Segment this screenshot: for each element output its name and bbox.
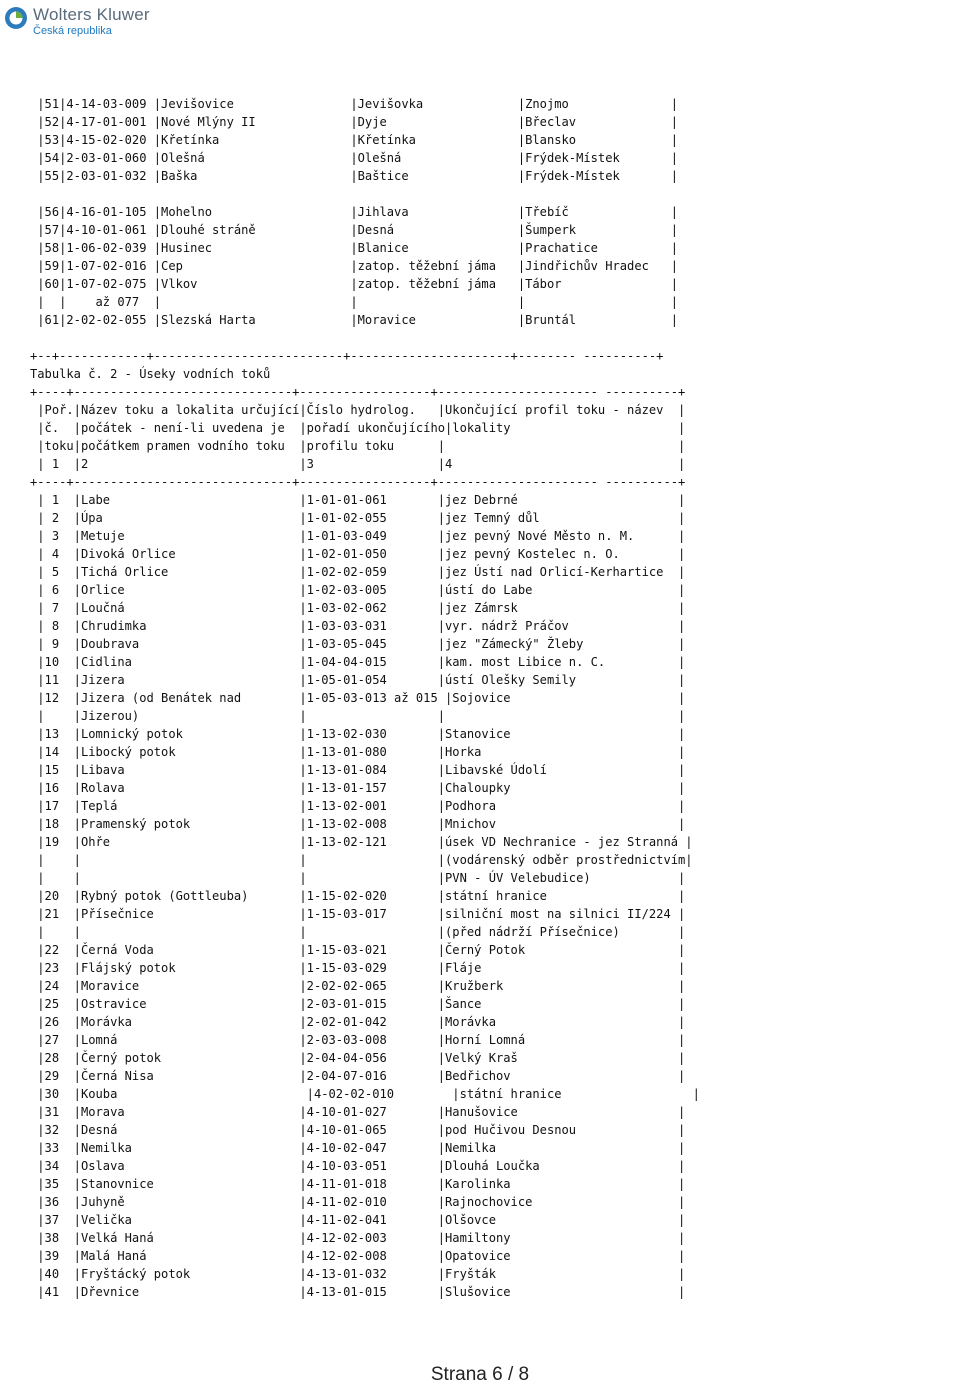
document-line: |57|4-10-01-061 |Dlouhé stráně |Desná |Šumperk | <box>30 223 679 237</box>
document-line: |61|2-02-02-055 |Slezská Harta |Moravice |Bruntál | <box>30 313 679 327</box>
document-line: |26 |Morávka |2-02-01-042 |Morávka | <box>30 1015 686 1029</box>
document-line: |17 |Teplá |1-13-02-001 |Podhora | <box>30 799 686 813</box>
document-line: |20 |Rybný potok (Gottleuba) |1-15-02-020 |státní hranice | <box>30 889 686 903</box>
document-line: |33 |Nemilka |4-10-02-047 |Nemilka | <box>30 1141 686 1155</box>
document-line: |37 |Velička |4-11-02-041 |Olšovce | <box>30 1213 686 1227</box>
document-line: | 6 |Orlice |1-02-03-005 |ústí do Labe | <box>30 583 686 597</box>
document-line: |52|4-17-01-001 |Nové Mlýny II |Dyje |Břeclav | <box>30 115 679 129</box>
document-line: |41 |Dřevnice |4-13-01-015 |Slušovice | <box>30 1285 686 1299</box>
document-line: | 4 |Divoká Orlice |1-02-01-050 |jez pevný Kostelec n. O. | <box>30 547 686 561</box>
document-line <box>30 329 940 347</box>
document-line: |38 |Velká Haná |4-12-02-003 |Hamiltony | <box>30 1231 686 1245</box>
document-line: | | až 077 | | | | <box>30 295 679 309</box>
document-text-body <box>30 95 940 1301</box>
document-line: |31 |Morava |4-10-01-027 |Hanušovice | <box>30 1105 686 1119</box>
document-line: |toku|počátkem pramen vodního toku |profilu toku | | <box>30 439 686 453</box>
document-line: | | | |(vodárenský odběr prostřednictvím| <box>30 853 693 867</box>
document-line: +----+------------------------------+------------------+---------------------- ----------+ <box>30 475 686 489</box>
document-line: |14 |Libocký potok |1-13-01-080 |Horka | <box>30 745 686 759</box>
document-line: |36 |Juhyně |4-11-02-010 |Rajnochovice | <box>30 1195 686 1209</box>
document-line: | 5 |Tichá Orlice |1-02-02-059 |jez Ústí nad Orlicí-Kerhartice | <box>30 565 686 579</box>
document-line: |22 |Černá Voda |1-15-03-021 |Černý Potok | <box>30 943 686 957</box>
document-line: | 7 |Loučná |1-03-02-062 |jez Zámrsk | <box>30 601 686 615</box>
page-number: Strana 6 / 8 <box>430 1364 530 1385</box>
document-line: | 9 |Doubrava |1-03-05-045 |jez "Zámecký" Žleby | <box>30 637 686 651</box>
document-line: |č. |počátek - není-li uvedena je |pořadí ukončujícího|lokality | <box>30 421 686 435</box>
document-line: |28 |Černý potok |2-04-04-056 |Velký Kraš | <box>30 1051 686 1065</box>
document-line: |24 |Moravice |2-02-02-065 |Kružberk | <box>30 979 686 993</box>
document-line: |29 |Černá Nisa |2-04-07-016 |Bedřichov | <box>30 1069 686 1083</box>
document-line: |11 |Jizera |1-05-01-054 |ústí Olešky Semily | <box>30 673 686 687</box>
wolters-kluwer-mark-icon <box>4 6 28 30</box>
document-line: | |Jizerou) | | | <box>30 709 686 723</box>
document-line: | 8 |Chrudimka |1-03-03-031 |vyr. nádrž Práčov | <box>30 619 686 633</box>
document-line: |16 |Rolava |1-13-01-157 |Chaloupky | <box>30 781 686 795</box>
document-line: |12 |Jizera (od Benátek nad |1-05-03-013 až 015 |Sojovice | <box>30 691 686 705</box>
document-line: |51|4-14-03-009 |Jevišovice |Jevišovka |Znojmo | <box>30 97 679 111</box>
document-line: |27 |Lomná |2-03-03-008 |Horní Lomná | <box>30 1033 686 1047</box>
document-line: Tabulka č. 2 - Úseky vodních toků <box>30 367 271 381</box>
brand-subtitle: Česká republika <box>33 25 112 37</box>
document-line: |32 |Desná |4-10-01-065 |pod Hučivou Desnou | <box>30 1123 686 1137</box>
document-line <box>30 185 940 203</box>
document-line: |34 |Oslava |4-10-03-051 |Dlouhá Loučka | <box>30 1159 686 1173</box>
document-line: |59|1-07-02-016 |Cep |zatop. těžební jáma |Jindřichův Hradec | <box>30 259 679 273</box>
document-line: |39 |Malá Haná |4-12-02-008 |Opatovice | <box>30 1249 686 1263</box>
document-line: | | | |(před nádrží Přísečnice) | <box>30 925 686 939</box>
document-line: |23 |Flájský potok |1-15-03-029 |Fláje | <box>30 961 686 975</box>
document-line: |58|1-06-02-039 |Husinec |Blanice |Prachatice | <box>30 241 679 255</box>
document-line: |25 |Ostravice |2-03-01-015 |Šance | <box>30 997 686 1011</box>
document-line: |18 |Pramenský potok |1-13-02-008 |Mnichov | <box>30 817 686 831</box>
document-line: |54|2-03-01-060 |Olešná |Olešná |Frýdek-Místek | <box>30 151 679 165</box>
document-line: | 1 |Labe |1-01-01-061 |jez Debrné | <box>30 493 686 507</box>
brand-name: Wolters Kluwer <box>33 5 150 24</box>
document-line: |19 |Ohře |1-13-02-121 |úsek VD Nechranice - jez Stranná | <box>30 835 693 849</box>
document-line: |40 |Fryštácký potok |4-13-01-032 |Fryšták | <box>30 1267 686 1281</box>
document-line: |35 |Stanovnice |4-11-01-018 |Karolinka | <box>30 1177 686 1191</box>
document-line: |13 |Lomnický potok |1-13-02-030 |Stanovice | <box>30 727 686 741</box>
document-line: |Poř.|Název toku a lokalita určující|Číslo hydrolog. |Ukončující profil toku - název | <box>30 403 686 417</box>
document-line: |60|1-07-02-075 |Vlkov |zatop. těžební jáma |Tábor | <box>30 277 679 291</box>
document-line: |53|4-15-02-020 |Křetínka |Křetínka |Blansko | <box>30 133 679 147</box>
document-line: | 1 |2 |3 |4 | <box>30 457 686 471</box>
document-line: | 2 |Úpa |1-01-02-055 |jez Temný důl | <box>30 511 686 525</box>
document-line: |55|2-03-01-032 |Baška |Baštice |Frýdek-Místek | <box>30 169 679 183</box>
document-line: |10 |Cidlina |1-04-04-015 |kam. most Libice n. C. | <box>30 655 686 669</box>
document-line: +--+------------+--------------------------+----------------------+-------- ----------+ <box>30 349 664 363</box>
document-line: |30 |Kouba |4-02-02-010 |státní hranice | <box>30 1087 700 1101</box>
document-line: +----+------------------------------+------------------+---------------------- ----------+ <box>30 385 686 399</box>
document-line: |56|4-16-01-105 |Mohelno |Jihlava |Třebíč | <box>30 205 679 219</box>
document-line: |21 |Přísečnice |1-15-03-017 |silniční most na silnici II/224 | <box>30 907 686 921</box>
wolters-kluwer-logo <box>4 4 204 40</box>
document-line: | 3 |Metuje |1-01-03-049 |jez pevný Nové Město n. M. | <box>30 529 686 543</box>
document-line: |15 |Libava |1-13-01-084 |Libavské Údolí | <box>30 763 686 777</box>
document-line: | | | |PVN - ÚV Velebudice) | <box>30 871 686 885</box>
